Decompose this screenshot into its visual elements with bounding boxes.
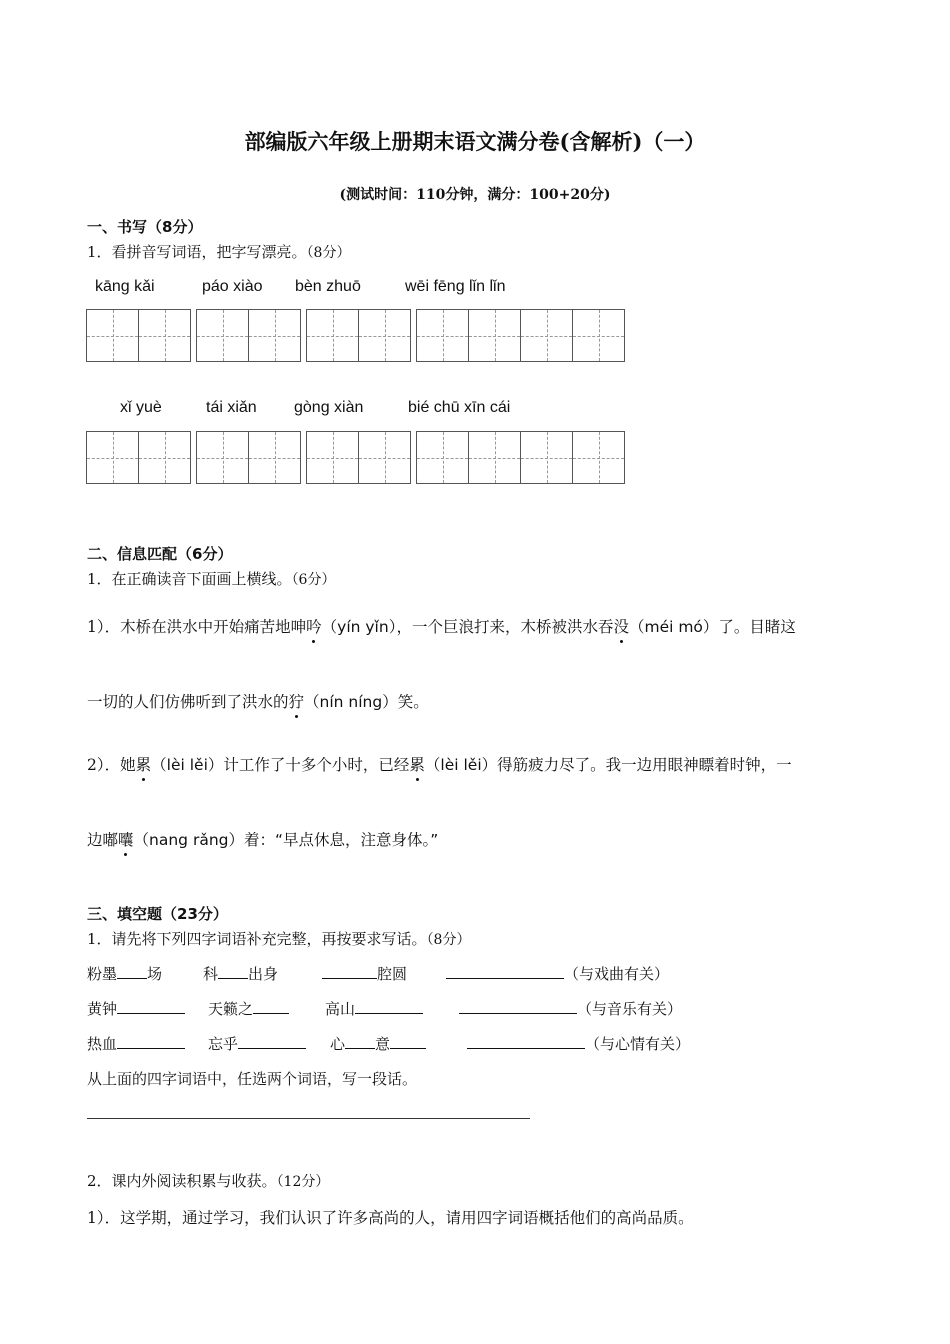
section2-item2-line2: 边嘟囔（nang rǎng）着：“早点休息，注意身体。” [87, 828, 438, 850]
opera-answer: （与戏曲有关） [446, 963, 669, 984]
section2-q1: 1．在正确读音下面画上横线。（6分） [87, 570, 336, 588]
idiom-xinyi: 心 意 [330, 1033, 426, 1054]
grid-cell[interactable] [520, 431, 573, 484]
pinyin-weifenglinlin: wēi fēng lǐn lǐn [405, 278, 506, 295]
section2-heading: 二、信息匹配（6分） [87, 545, 233, 563]
blank[interactable] [117, 1034, 185, 1049]
grid-cell[interactable] [196, 431, 249, 484]
pinyin-xiyue: xǐ yuè [120, 399, 162, 416]
page-subtitle: (测试时间：110分钟，满分：100+20分) [339, 187, 611, 203]
blank[interactable] [345, 1034, 375, 1049]
idiom-ke: 科 出身 [203, 965, 279, 983]
idiom-gaoshan: 高山 [325, 998, 423, 1019]
blank[interactable] [253, 999, 289, 1014]
blank[interactable] [218, 964, 248, 979]
grid-cell[interactable] [468, 431, 521, 484]
section3-q2: 2．课内外阅读积累与收获。（12分） [87, 1172, 330, 1190]
pinyin-gongxian: gòng xiàn [294, 399, 364, 416]
pinyin-paoxiao: páo xiào [202, 278, 263, 295]
write-prompt: 从上面的四字词语中，任选两个词语，写一段话。 [87, 1070, 418, 1088]
section3-q1: 1．请先将下列四字词语补充完整，再按要求写话。（8分） [87, 930, 471, 948]
page-title: 部编版六年级上册期末语文满分卷(含解析)（一） [244, 129, 706, 154]
grid-cell[interactable] [416, 431, 469, 484]
grid-cell[interactable] [468, 309, 521, 362]
section3-heading: 三、填空题（23分） [87, 905, 228, 923]
answer-line[interactable] [467, 1034, 585, 1049]
section3-q2-item1: 1）．这学期，通过学习，我们认识了许多高尚的人，请用四字词语概括他们的高尚品质。 [87, 1209, 694, 1227]
grid-cell[interactable] [358, 309, 411, 362]
grid-cell[interactable] [196, 309, 249, 362]
section1-q1: 1．看拼音写词语，把字写漂亮。（8分） [87, 243, 351, 261]
idiom-tianlaizhi: 天籁之 [208, 998, 289, 1019]
mood-answer: （与心情有关） [467, 1033, 690, 1054]
blank[interactable] [322, 964, 377, 979]
blank[interactable] [117, 999, 185, 1014]
section2-item1-line1: 1）．木桥在洪水中开始痛苦地呻吟（yín yǐn），一个巨浪打来，木桥被洪水吞没（méi mó）了。目睹这 [87, 615, 796, 637]
blank[interactable] [117, 964, 147, 979]
section2-item2-line1: 2）．她累（lèi lěi）计工作了十多个小时，已经累（lèi lěi）得筋疲力尽了。我一边用眼神瞟着时钟，一 [87, 753, 792, 775]
blank[interactable] [355, 999, 423, 1014]
blank[interactable] [390, 1034, 426, 1049]
idiom-rexue: 热血 [87, 1033, 185, 1054]
music-answer: （与音乐有关） [459, 998, 682, 1019]
grid-cell[interactable] [572, 431, 625, 484]
idiom-fenmo: 粉墨 场 [87, 965, 163, 983]
writing-grid-row1 [86, 309, 630, 362]
idiom-huangzhong: 黄钟 [87, 998, 185, 1019]
writing-grid-row2 [86, 431, 630, 484]
grid-cell[interactable] [248, 309, 301, 362]
pinyin-biechuxincai: bié chū xīn cái [408, 399, 511, 416]
grid-cell[interactable] [86, 431, 139, 484]
pinyin-benzhuo: bèn zhuō [295, 278, 361, 295]
grid-cell[interactable] [520, 309, 573, 362]
writing-line[interactable] [87, 1118, 530, 1119]
grid-cell[interactable] [138, 309, 191, 362]
grid-cell[interactable] [572, 309, 625, 362]
grid-cell[interactable] [358, 431, 411, 484]
grid-cell[interactable] [306, 309, 359, 362]
answer-line[interactable] [446, 964, 564, 979]
grid-cell[interactable] [306, 431, 359, 484]
section2-item1-line2: 一切的人们仿佛听到了洪水的狞（nín níng）笑。 [87, 690, 429, 712]
grid-cell[interactable] [86, 309, 139, 362]
pinyin-kangkai: kāng kǎi [95, 278, 155, 295]
answer-line[interactable] [459, 999, 577, 1014]
grid-cell[interactable] [416, 309, 469, 362]
idiom-wanghu: 忘乎 [208, 1033, 306, 1054]
pinyin-taixian: tái xiǎn [206, 399, 257, 416]
grid-cell[interactable] [248, 431, 301, 484]
idiom-qiangyuan: 腔圆 [322, 963, 407, 984]
grid-cell[interactable] [138, 431, 191, 484]
blank[interactable] [238, 1034, 306, 1049]
section1-heading: 一、书写（8分） [87, 218, 203, 236]
